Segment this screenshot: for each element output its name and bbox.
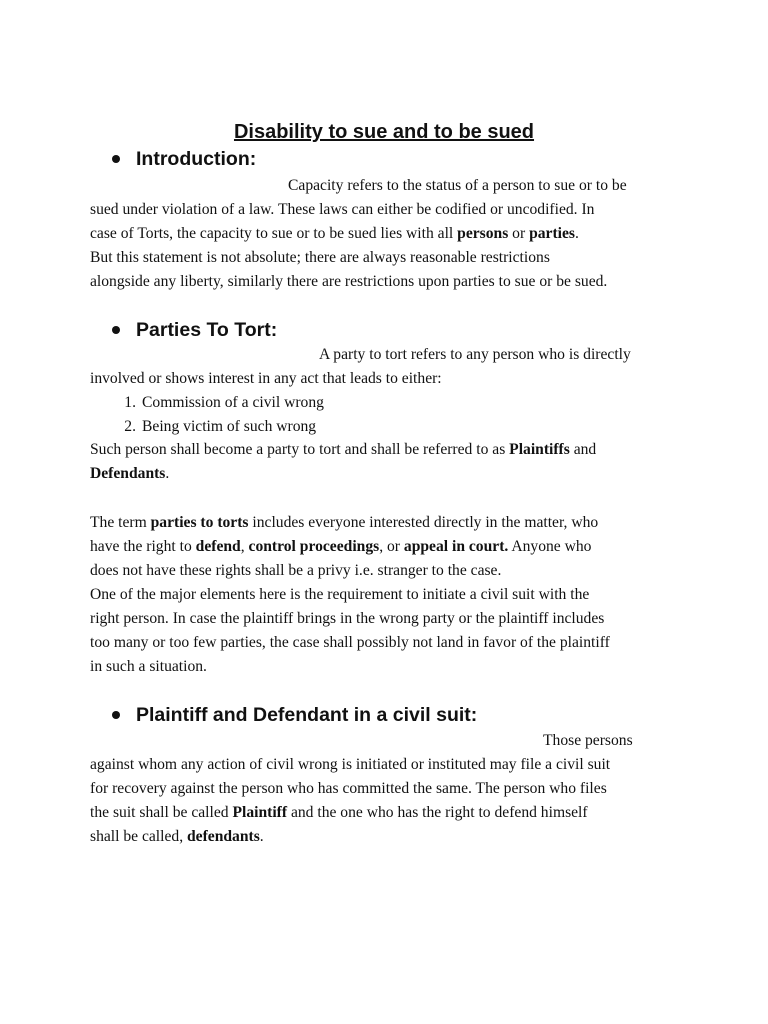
text-line: Those persons <box>543 732 633 749</box>
text-line: in such a situation. <box>90 658 207 675</box>
heading-plaintiff-defendant <box>112 702 477 728</box>
text-line: But this statement is not absolute; there are always reasonable restrictions <box>90 249 550 266</box>
text-line: does not have these rights shall be a privy i.e. stranger to the case. <box>90 562 502 579</box>
numbered-list <box>90 391 324 439</box>
heading-text: Parties To Tort: <box>136 319 278 341</box>
list-item: 1. Commission of a civil wrong <box>124 394 324 411</box>
paragraph-plaintiff-defendant <box>90 729 690 849</box>
text-line: against whom any action of civil wrong is initiated or instituted may file a civil suit <box>90 756 611 773</box>
text-line: right person. In case the plaintiff brings in the wrong party or the plaintiff includes <box>90 610 605 627</box>
list-item: 2. Being victim of such wrong <box>124 418 317 435</box>
text-line: involved or shows interest in any act that leads to either: <box>90 370 442 387</box>
text-line: for recovery against the person who has committed the same. The person who files <box>90 780 607 797</box>
text-line: shall be called, defendants. <box>90 828 264 845</box>
text-line: sued under violation of a law. These laws can either be codified or uncodified. In <box>90 201 595 218</box>
heading-text: Introduction: <box>136 148 257 170</box>
paragraph-introduction <box>90 174 690 294</box>
heading-text: Plaintiff and Defendant in a civil suit: <box>136 704 478 726</box>
text-line: A party to tort refers to any person who is directly <box>319 346 631 363</box>
text-line: Capacity refers to the status of a person to sue or to be <box>288 177 627 194</box>
bullet-icon <box>112 155 120 163</box>
text-line: One of the major elements here is the requirement to initiate a civil suit with the <box>90 586 590 603</box>
paragraph-parties-referred <box>90 438 690 486</box>
heading-introduction <box>112 146 256 172</box>
heading-parties-to-tort <box>112 317 277 343</box>
bullet-icon <box>112 711 120 719</box>
paragraph-parties-term <box>90 511 690 679</box>
text-line: too many or too few parties, the case shall possibly not land in favor of the plaintiff <box>90 634 610 651</box>
text-line: The term parties to torts includes everyone interested directly in the matter, who <box>90 514 599 531</box>
document-title: Disability to sue and to be sued <box>233 121 535 143</box>
paragraph-parties-intro <box>90 343 690 391</box>
text-line: case of Torts, the capacity to sue or to be sued lies with all persons or parties. <box>90 225 579 242</box>
text-line: the suit shall be called Plaintiff and the one who has the right to defend himself <box>90 804 588 821</box>
text-line: have the right to defend, control proceedings, or appeal in court. Anyone who <box>90 538 592 555</box>
bullet-icon <box>112 326 120 334</box>
text-line: alongside any liberty, similarly there are restrictions upon parties to sue or be sued. <box>90 273 608 290</box>
text-line: Defendants. <box>90 465 170 482</box>
text-line: Such person shall become a party to tort and shall be referred to as Plaintiffs and <box>90 441 597 458</box>
